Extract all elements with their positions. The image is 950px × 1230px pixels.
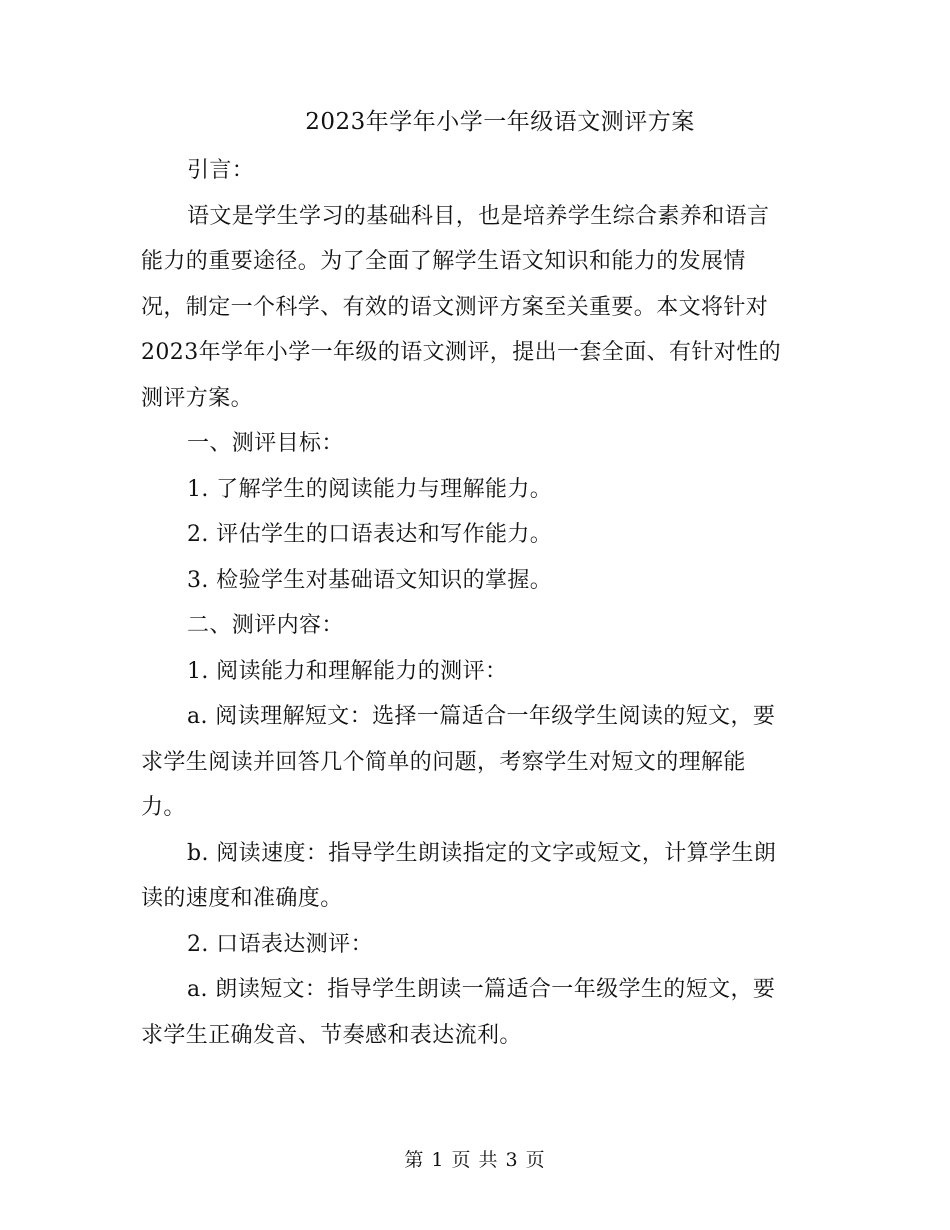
sub-list-item: b. 阅读速度：指导学生朗读指定的文字或短文，计算学生朗 (187, 840, 777, 866)
paragraph-line: 语文是学生学习的基础科目，也是培养学生综合素养和语言 (187, 203, 770, 229)
document-title: 2023年学年小学一年级语文测评方案 (305, 109, 695, 135)
paragraph-line: 读的速度和准确度。 (141, 886, 343, 911)
sub-list-item: a. 朗读短文：指导学生朗读一篇适合一年级学生的短文，要 (187, 977, 776, 1002)
paragraph-line: 能力的重要途径。为了全面了解学生语文知识和能力的发展情 (141, 249, 746, 274)
paragraph-line: 求学生正确发音、节奏感和表达流利。 (141, 1022, 522, 1048)
paragraph-line: 力。 (141, 795, 186, 820)
page-footer: 第 1 页 共 3 页 (404, 1149, 546, 1171)
paragraph-line: 测评方案。 (141, 385, 254, 411)
list-item: 1. 阅读能力和理解能力的测评： (187, 658, 508, 684)
paragraph-line: 求学生阅读并回答几个简单的问题，考察学生对短文的理解能 (141, 749, 746, 775)
sub-list-item: a. 阅读理解短文：选择一篇适合一年级学生阅读的短文，要 (187, 704, 776, 729)
paragraph-line: 引言： (187, 158, 255, 183)
list-item: 2. 评估学生的口语表达和写作能力。 (187, 522, 553, 547)
section-heading: 二、测评内容： (187, 613, 344, 638)
section-heading: 一、测评目标： (187, 431, 344, 456)
paragraph-line: 况，制定一个科学、有效的语文测评方案至关重要。本文将针对 (141, 294, 769, 320)
document-body (141, 148, 809, 1058)
list-item: 1. 了解学生的阅读能力与理解能力。 (187, 476, 553, 502)
paragraph-line: 2023年学年小学一年级的语文测评，提出一套全面、有针对性的 (141, 340, 781, 365)
list-item: 3. 检验学生对基础语文知识的掌握。 (187, 567, 553, 593)
list-item: 2. 口语表达测评： (187, 931, 373, 957)
